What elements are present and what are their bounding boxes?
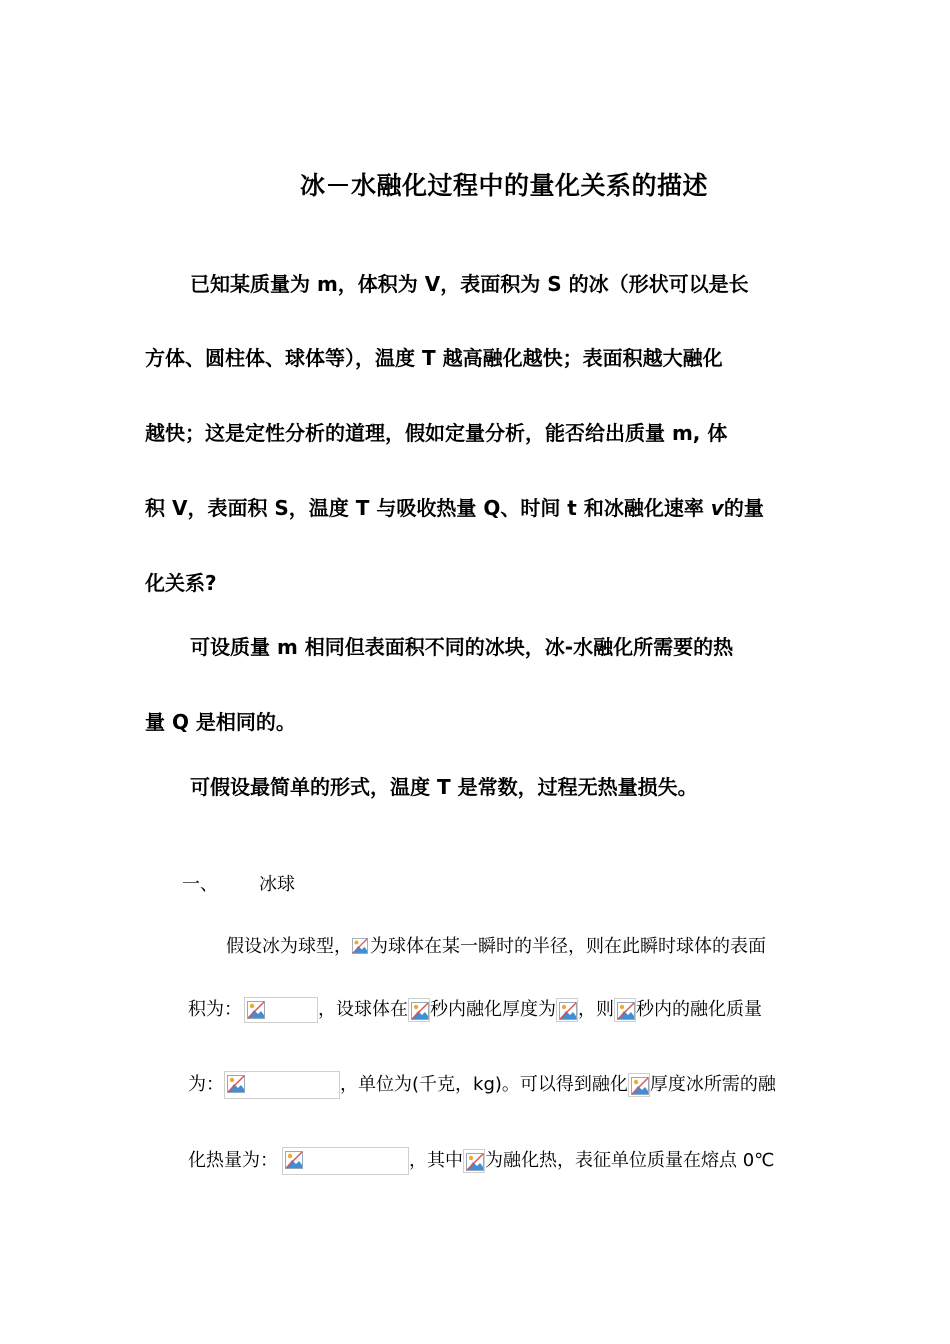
broken-image-icon [352,938,368,954]
para2-line1: 可设质量 m 相同但表面积不同的冰块，冰-水融化所需要的热 [190,635,734,659]
broken-image-icon [466,1153,484,1171]
document-title: 冰－水融化过程中的量化关系的描述 [299,171,708,200]
thickness-dr-image [556,998,578,1022]
para1-line5: 化关系? [145,571,217,595]
body-line3-text-c: 厚度冰所需的融 [649,1074,776,1095]
para3: 可假设最简单的形式，温度 T 是常数，过程无热量损失。 [190,775,698,799]
body-line1-text-b: 为球体在某一瞬时的半径，则在此瞬时球体的表面 [370,936,766,957]
broken-image-icon [559,1002,577,1020]
radius-formula-image [352,937,370,957]
surface-area-formula-image [244,997,318,1023]
velocity-symbol: v [710,496,724,520]
body-line3 [188,1070,776,1100]
time-dt-image [408,998,430,1022]
body-line2-text-e: 秒内的融化质量 [636,999,762,1020]
broken-image-icon [227,1075,245,1093]
body-line2 [188,995,762,1025]
section-heading: 冰球 [259,874,295,895]
body-line1-text-a: 假设冰为球型， [226,936,352,957]
body-line4-text-a: 化热量为： [188,1150,278,1171]
para1-line4-text-b: 的量 [723,496,764,520]
body-line2-text-c: 秒内融化厚度为 [430,999,556,1020]
para1-line1: 已知某质量为 m，体积为 V，表面积为 S 的冰（形状可以是长 [190,272,749,296]
body-line4 [188,1146,774,1176]
broken-image-icon [411,1002,429,1020]
time-dt-image-2 [614,998,636,1022]
body-line1 [226,932,766,962]
section-number: 一、 [182,874,218,895]
broken-image-icon [247,1001,265,1019]
body-line3-text-a: 为： [188,1074,224,1095]
para1-line4-text-a: 积 V，表面积 S，温度 T 与吸收热量 Q、时间 t 和冰融化速率 [145,496,711,520]
body-line2-text-a: 积为： [188,999,242,1020]
broken-image-icon [285,1151,303,1169]
para1-line3: 越快；这是定性分析的道理，假如定量分析，能否给出质量 m, 体 [145,421,728,445]
broken-image-icon [631,1077,649,1095]
body-line4-text-b: ，其中 [409,1150,463,1171]
body-line3-text-b: ，单位为(千克，kg)。可以得到融化 [340,1074,628,1095]
body-line4-text-c: 为融化热，表征单位质量在熔点 0℃ [485,1150,775,1171]
thickness-dr-image-2 [628,1073,650,1097]
latent-heat-symbol-image [463,1149,485,1173]
para2-line2: 量 Q 是相同的。 [145,710,296,734]
melting-heat-formula-image [282,1147,409,1175]
melted-mass-formula-image [224,1071,340,1099]
para1-line4 [145,493,764,523]
broken-image-icon [617,1002,635,1020]
para1-line2: 方体、圆柱体、球体等），温度 T 越高融化越快；表面积越大融化 [145,346,723,370]
body-line2-text-d: ，则 [578,999,614,1020]
body-line2-text-b: ，设球体在 [318,999,408,1020]
